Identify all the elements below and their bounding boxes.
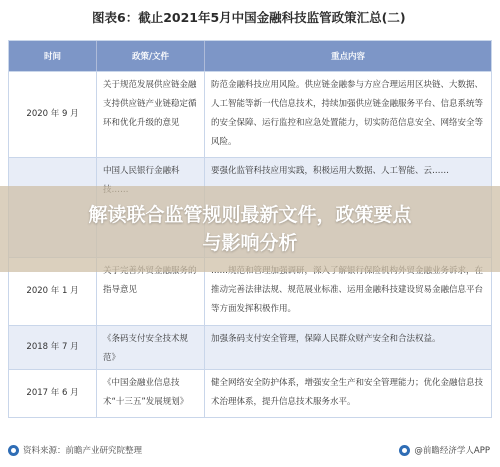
brand-text: @前瞻经济学人APP — [414, 446, 490, 456]
headline-banner — [0, 186, 500, 272]
brand-logo-icon — [399, 445, 410, 456]
row-policy: 《条码支付安全技术规范》 — [97, 326, 205, 369]
header-time: 时间 — [9, 41, 97, 71]
banner-line-1: 解读联合监管规则最新文件，政策要点 — [88, 204, 412, 226]
brand-note — [399, 444, 490, 456]
source-text: 资料来源：前瞻产业研究院整理 — [23, 446, 143, 456]
table-row — [9, 71, 491, 157]
row-content: 加强条码支付安全管理，保障人民群众财产安全和合法权益。 — [211, 334, 441, 344]
row-content: 健全网络安全防护体系，增强安全生产和安全管理能力；优化金融信息技术治理体系，提升信息技术服务水平。 — [211, 378, 484, 407]
header-content: 重点内容 — [330, 52, 365, 62]
table-header — [9, 41, 491, 71]
source-note — [8, 444, 142, 456]
header-policy: 政策/文件 — [97, 41, 205, 71]
source-logo-icon — [8, 445, 19, 456]
row-time: 2020 年 9 月 — [9, 72, 97, 157]
table-row — [9, 325, 491, 369]
row-content: 防范金融科技应用风险。供应链金融参与方应合理运用区块链、大数据、人工智能等新一代信息技术，持续加强供应链金融服务平台、信息系统等的安全保障、运行监控和应急处置能力，切实防范信息安全、网络安全等风险。 — [211, 80, 484, 147]
row-policy: 指导意见 — [97, 258, 205, 325]
row-time: 2020 年 1 月 — [9, 258, 97, 325]
figure-title: 图表6：截止2021年5月中国金融科技监管政策汇总(二) — [92, 10, 406, 25]
row-policy: 中国人民银行金融科 — [97, 158, 205, 257]
row-time: 2017 年 6 月 — [9, 370, 97, 417]
row-content: 推动完善法律法规、规范展业标准、运用金融科技建设贸易金融信息平台等方面发挥积极作用。 — [211, 285, 484, 314]
banner-line-2: 与影响分析 — [202, 232, 298, 254]
row-time: 2018 年 7 月 — [9, 326, 97, 369]
row-policy: 《中国金融业信息技术“十三五”发展规划》 — [97, 370, 205, 417]
row-content: 要强化监管科技应用实践，积极运用大数据、人工智能、云…… — [211, 166, 450, 176]
table-row — [9, 369, 491, 417]
row-policy: 关于规范发展供应链金融支持供应链产业链稳定循环和优化升级的意见 — [97, 72, 205, 157]
